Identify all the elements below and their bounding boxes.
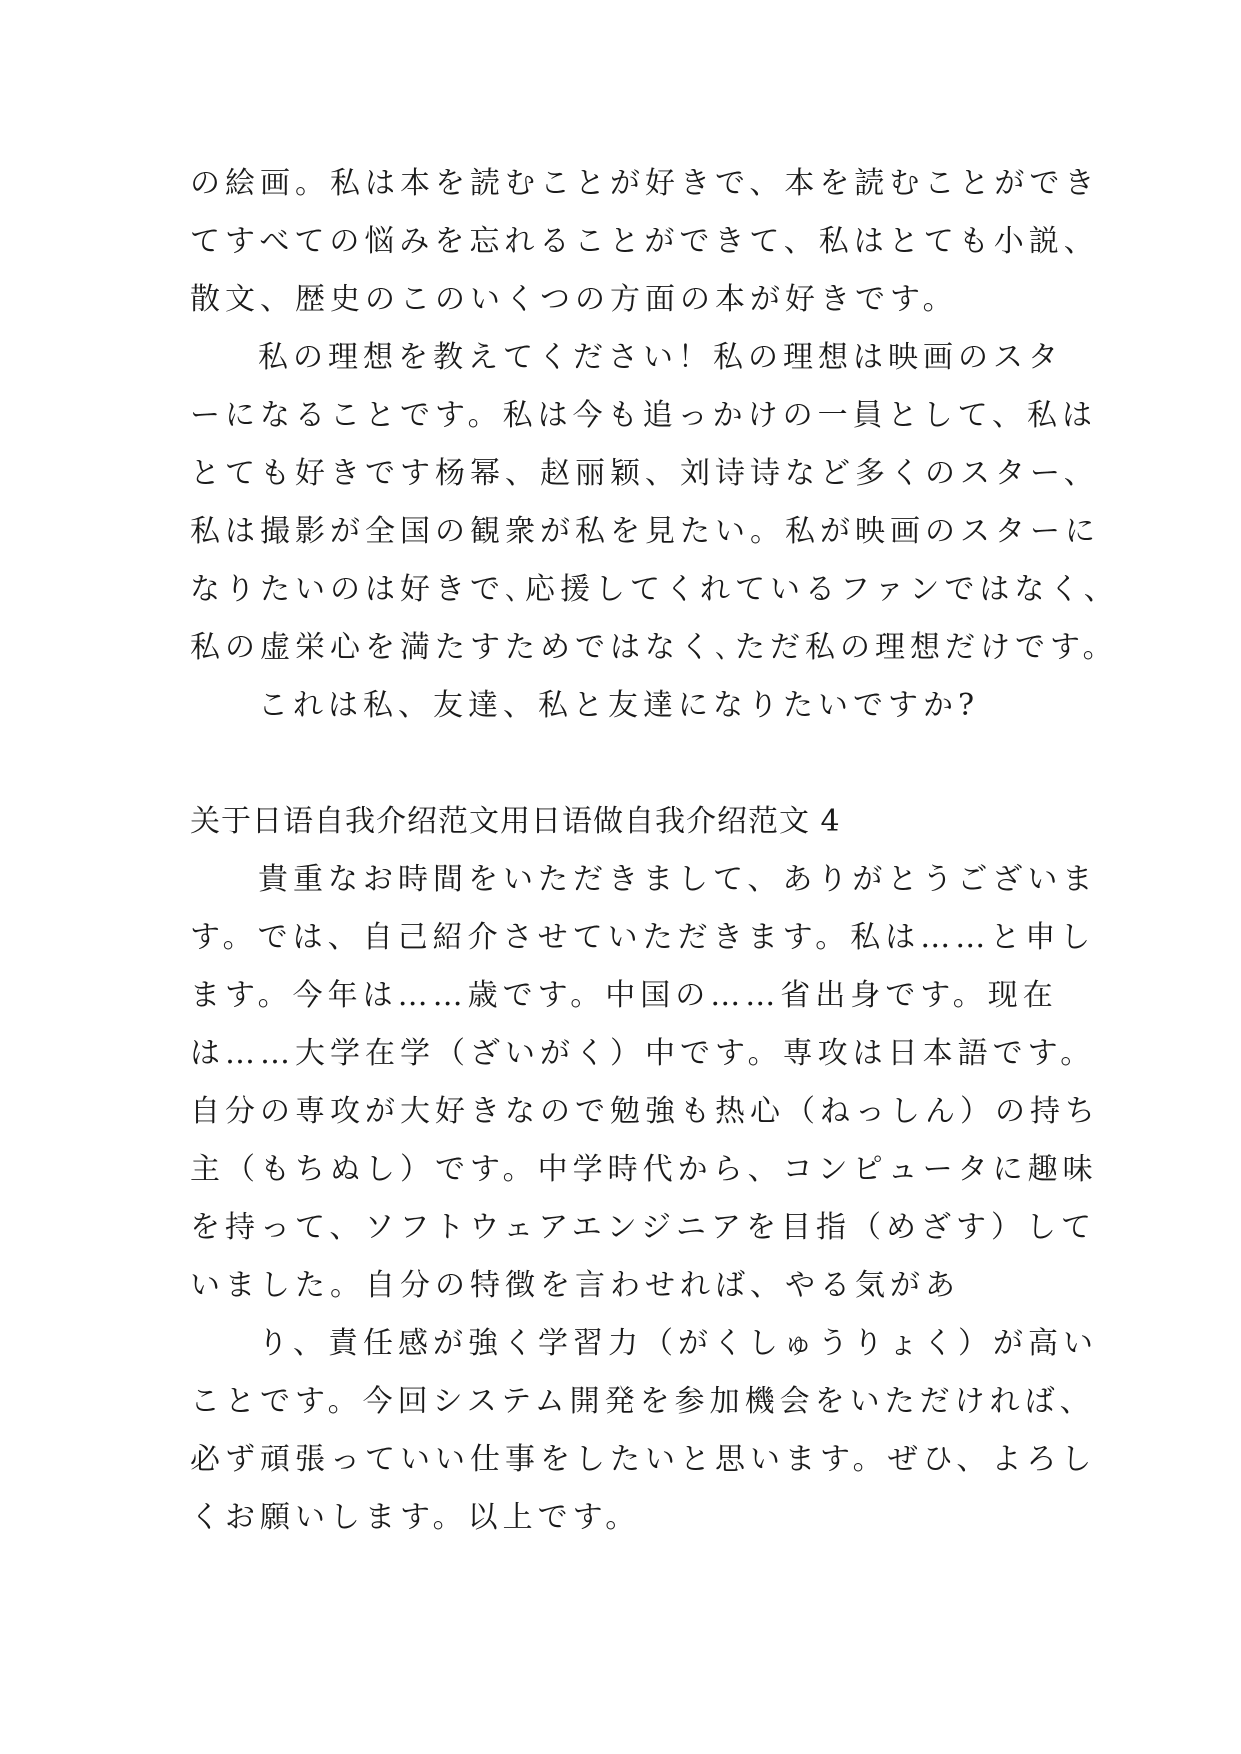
text-line: ます。今年は……歳です。中国の……省出身です。现在 [190,978,1058,1013]
text-line: 必ず頑張っていい仕事をしたいと思います。ぜひ、よろし [190,1442,1097,1477]
paragraph-start-line: これは私、友達、私と友達になりたいですか? [258,688,980,723]
text-line: 自分の専攻が大好きなので勉強も热心（ねっしん）の持ち [190,1094,1100,1129]
text-line: は……大学在学（ざいがく）中です。専攻は日本語です。 [190,1036,1096,1071]
text-line: を持って、ソフトウェアエンジニアを目指（めざす）して [190,1210,1096,1245]
text-line: くお願いします。以上です。 [190,1500,641,1535]
section-a-body [190,155,1119,735]
text-line: の絵画。私は本を読むことが好きで、本を読むことができ [190,166,1100,201]
text-line: いました。自分の特徴を言わせれば、やる気があ [190,1268,960,1303]
text-line: 私の虚栄心を満たすためではなく､ただ私の理想だけです。 [190,630,1118,665]
text-line: てすべての悩みを忘れることができて、私はとても小説、 [190,224,1099,259]
text-line: なりたいのは好きで､応援してくれているファンではなく、 [190,572,1119,607]
paragraph-start-line: 貴重なお時間をいただきまして、ありがとうございま [258,862,1098,897]
text-line: ことです。今回システム開発を参加機会をいただければ、 [190,1384,1095,1419]
text-line: 散文、歴史のこのいくつの方面の本が好きです。 [190,282,958,317]
section-b [190,793,1100,1547]
paragraph-start-line: り、責任感が強く学習力（がくしゅうりょく）が高い [258,1326,1098,1361]
paragraph-start-line: 私の理想を教えてください！私の理想は映画のスタ [258,340,1063,375]
text-line: す。では、自己紹介させていただきます。私は……と申し [190,920,1096,955]
text-line: 私は撮影が全国の観衆が私を見たい。私が映画のスターに [190,514,1100,549]
section-heading: 关于日语自我介绍范文用日语做自我介绍范文 4 [190,804,841,839]
text-line: ーになることです。私は今も追っかけの一員として、私は [190,398,1097,433]
text-line: 主（もちぬし）です。中学時代から、コンピュータに趣味 [190,1152,1098,1187]
text-line: とても好きです杨幂、赵丽颖、刘诗诗など多くのスター、 [190,456,1099,491]
